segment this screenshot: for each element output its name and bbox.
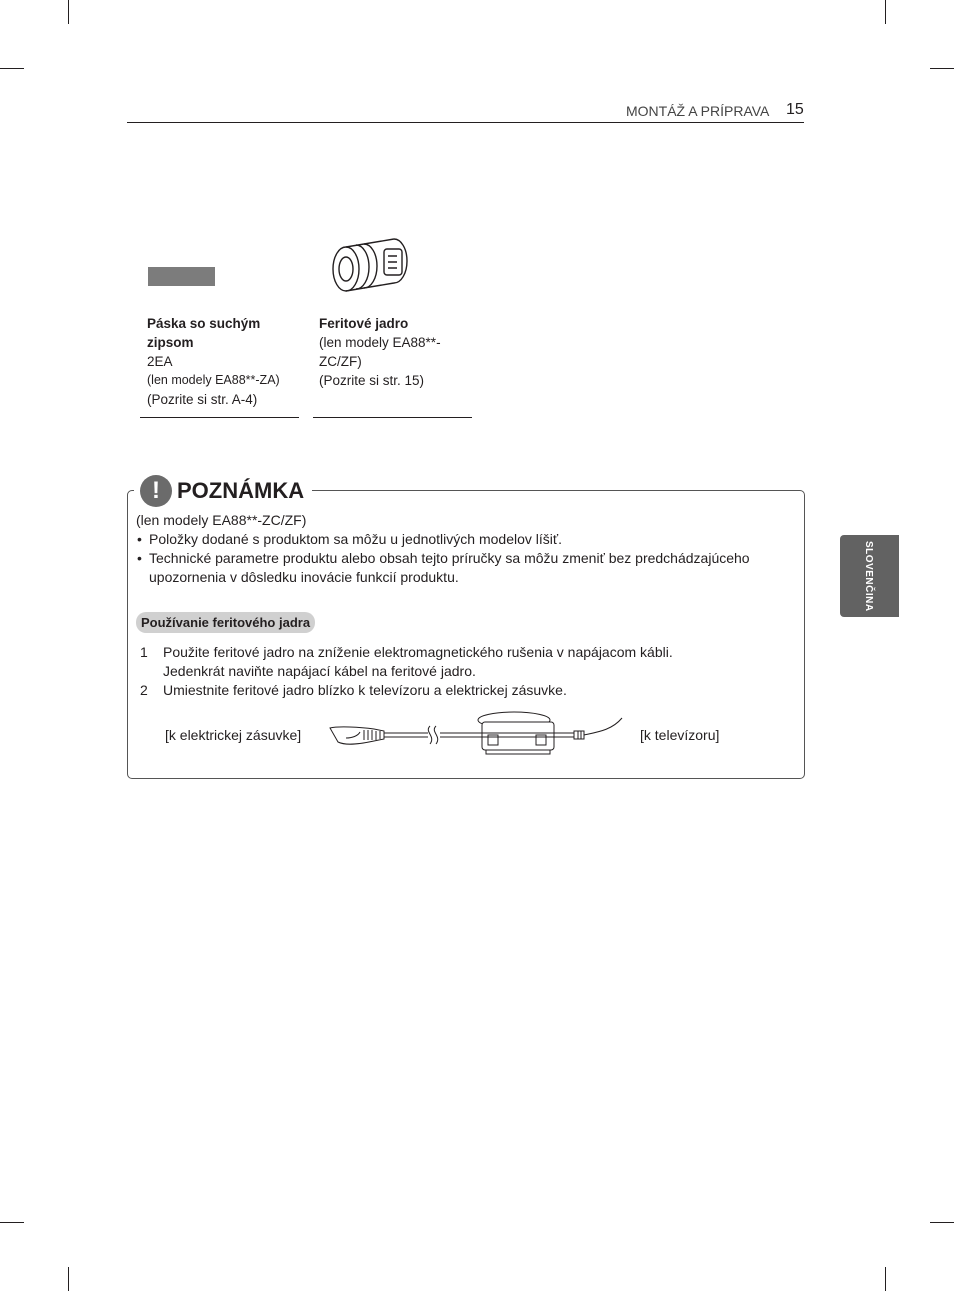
- header-section-title: MONTÁŽ A PRÍPRAVA: [626, 103, 770, 119]
- accessory-name: Feritové jadro: [319, 316, 409, 331]
- bullet-dot: •: [137, 531, 142, 547]
- crop-mark: [930, 68, 954, 69]
- note-bullet-text: upozornenia v dôsledku inovácie funkcií produktu.: [149, 569, 459, 585]
- accessory-detail: ZC/ZF): [319, 354, 362, 369]
- accessory-detail: (len modely EA88**-ZA): [147, 373, 280, 387]
- accessory-name: zipsom: [147, 335, 194, 350]
- crop-mark: [885, 1267, 886, 1291]
- note-heading: [134, 473, 312, 509]
- step-number: 2: [140, 682, 148, 698]
- accessory-divider: [140, 417, 299, 418]
- crop-mark: [0, 1222, 24, 1223]
- diagram-label-outlet: [k elektrickej zásuvke]: [165, 727, 302, 743]
- language-tab: [840, 535, 899, 617]
- bullet-dot: •: [137, 550, 142, 566]
- page-number: 15: [786, 101, 804, 118]
- accessory-detail: (Pozrite si str. 15): [319, 373, 425, 388]
- crop-mark: [930, 1222, 954, 1223]
- note-bullet-text: Položky dodané s produktom sa môžu u jednotlivých modelov líšiť.: [149, 531, 563, 547]
- step-text: Jedenkrát naviňte napájací kábel na feritové jadro.: [163, 663, 476, 679]
- accessory-name: Páska so suchým: [147, 316, 261, 331]
- language-tab-label: SLOVENČINA: [863, 541, 874, 612]
- step-text: Umiestnite feritové jadro blízko k televízoru a elektrickej zásuvke.: [163, 682, 567, 698]
- note-intro: (len modely EA88**-ZC/ZF): [136, 512, 307, 528]
- crop-mark: [0, 68, 24, 69]
- step-text: Použite feritové jadro na zníženie elektromagnetického rušenia v napájacom kábli.: [163, 644, 673, 660]
- accessory-detail: 2EA: [147, 354, 173, 369]
- accessory-ferrite-core: [319, 314, 474, 390]
- crop-mark: [885, 0, 886, 24]
- header-divider: [127, 122, 804, 123]
- ferrite-cable-diagram: [316, 708, 628, 756]
- ferrite-core-image: [326, 234, 412, 296]
- note-bullet-text: Technické parametre produktu alebo obsah tejto príručky sa môžu zmeniť bez predchádzajúceho: [149, 550, 750, 566]
- accessory-detail: (Pozrite si str. A-4): [147, 392, 258, 407]
- velcro-tape-image: [148, 267, 215, 286]
- crop-mark: [68, 0, 69, 24]
- accessory-divider: [313, 417, 472, 418]
- subheading-badge: Používanie feritového jadra: [136, 612, 315, 633]
- note-title: POZNÁMKA: [177, 478, 305, 503]
- exclamation-icon: !: [140, 475, 172, 507]
- accessory-detail: (len modely EA88**-: [319, 335, 441, 350]
- crop-mark: [68, 1267, 69, 1291]
- diagram-label-tv: [k televízoru]: [640, 727, 720, 743]
- step-number: 1: [140, 644, 148, 660]
- accessory-velcro-tape: [147, 314, 302, 409]
